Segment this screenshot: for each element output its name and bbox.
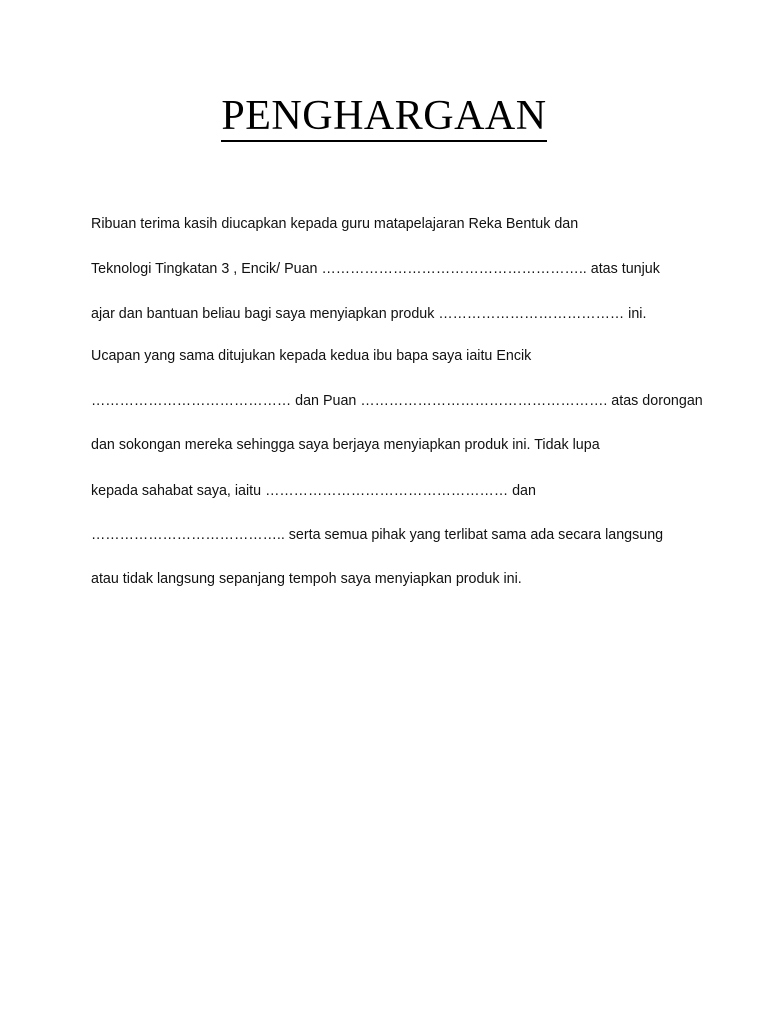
- paragraph-line-1: Ribuan terima kasih diucapkan kepada guru matapelajaran Reka Bentuk dan: [91, 216, 579, 232]
- page-title-container: [0, 92, 768, 142]
- paragraph-line-6: dan sokongan mereka sehingga saya berjaya menyiapkan produk ini. Tidak lupa: [91, 437, 600, 453]
- paragraph-line-4: Ucapan yang sama ditujukan kepada kedua ibu bapa saya iaitu Encik: [91, 348, 532, 364]
- paragraph-line-2: Teknologi Tingkatan 3 , Encik/ Puan ……………………………………………….. atas tunjuk: [91, 261, 660, 277]
- paragraph-line-8: ………………………………….. serta semua pihak yang terlibat sama ada secara langsung: [91, 527, 664, 543]
- paragraph-line-7: kepada sahabat saya, iaitu …………………………………………… dan: [91, 483, 536, 499]
- paragraph-line-9: atau tidak langsung sepanjang tempoh saya menyiapkan produk ini.: [91, 571, 522, 587]
- page-title: PENGHARGAAN: [221, 92, 546, 142]
- paragraph-line-5: …………………………………… dan Puan ……………………………………………. atas dorongan: [91, 393, 703, 409]
- paragraph-line-3: ajar dan bantuan beliau bagi saya menyiapkan produk ………………………………… ini.: [91, 306, 647, 322]
